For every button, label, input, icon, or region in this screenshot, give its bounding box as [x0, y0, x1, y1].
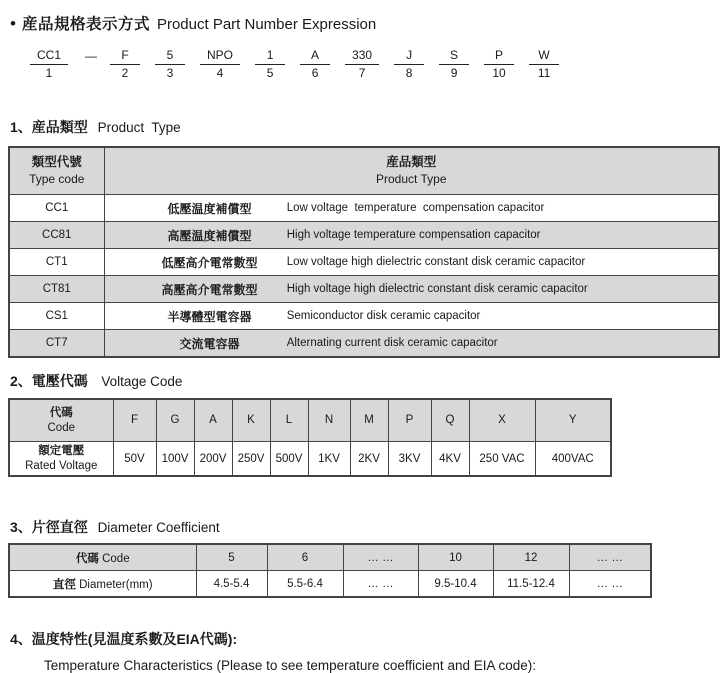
voltage-value: 2KV	[350, 442, 388, 477]
type-name-en: High voltage high dielectric constant disk ceramic capacitor	[286, 283, 588, 295]
table-row	[9, 303, 719, 330]
page-title-zh: 産品規格表示方式	[21, 16, 150, 33]
product-type-header-row	[9, 147, 719, 195]
voltage-value: 100V	[156, 442, 194, 477]
voltage-value: 250V	[232, 442, 270, 477]
diameter-code: … …	[569, 544, 651, 571]
voltage-data-row	[9, 442, 611, 477]
voltage-code: K	[232, 399, 270, 442]
type-name-zh: 半導體型電容器	[167, 309, 252, 324]
section2-heading-en: Voltage Code	[97, 374, 183, 389]
voltage-code: M	[350, 399, 388, 442]
type-code-header-zh: 類型代號	[31, 155, 82, 170]
rated-voltage-label	[9, 442, 113, 477]
section3-heading-zh: 3、片徑直徑	[10, 519, 88, 535]
part-position: 9	[450, 66, 458, 80]
diameter-value-label-zh: 直徑	[52, 578, 76, 591]
part-number-segment	[255, 48, 285, 81]
part-position: 11	[537, 66, 551, 80]
part-number-segment	[529, 48, 559, 81]
diameter-code: 10	[418, 544, 493, 571]
voltage-value: 500V	[270, 442, 308, 477]
voltage-code: L	[270, 399, 308, 442]
diameter-table	[8, 543, 652, 598]
voltage-value: 250 VAC	[469, 442, 535, 477]
type-name-en: Alternating current disk ceramic capacitor	[286, 337, 498, 349]
temperature-characteristics-line: Temperature Characteristics (Please to see temperature coefficient and EIA code):	[44, 658, 536, 673]
voltage-header-row	[9, 399, 611, 442]
section4-heading	[10, 629, 723, 649]
product-type-header-en: Product Type	[376, 172, 447, 187]
part-code: CC1	[30, 48, 68, 65]
voltage-code-table	[8, 398, 612, 477]
section3-heading	[10, 517, 723, 537]
type-name-zh: 高壓高介電常數型	[161, 282, 258, 297]
part-position: 3	[166, 66, 174, 80]
part-code: J	[394, 48, 424, 65]
diameter-value: … …	[343, 571, 418, 598]
part-number-segment	[30, 48, 68, 81]
type-desc-cell	[104, 330, 719, 358]
diameter-value: 5.5-6.4	[267, 571, 343, 598]
voltage-code-label-zh: 代碼	[49, 406, 73, 419]
type-code-header-en: Type code	[29, 172, 85, 187]
part-position: 7	[358, 66, 366, 80]
voltage-code: X	[469, 399, 535, 442]
type-desc-cell	[104, 249, 719, 276]
table-row	[9, 330, 719, 358]
type-name-zh: 高壓温度補償型	[167, 228, 252, 243]
type-name-zh: 低壓高介電常數型	[161, 255, 258, 270]
part-code: F	[110, 48, 140, 65]
part-code: NPO	[200, 48, 240, 65]
diameter-code-label-zh: 代碼	[75, 552, 99, 565]
voltage-code: F	[113, 399, 156, 442]
part-number-segment	[155, 48, 185, 81]
type-desc-cell	[104, 195, 719, 222]
voltage-code: Y	[535, 399, 611, 442]
voltage-code: N	[308, 399, 350, 442]
voltage-value: 1KV	[308, 442, 350, 477]
part-position: 6	[311, 66, 319, 80]
voltage-code-label-en: Code	[47, 421, 75, 434]
part-number-segment	[439, 48, 469, 81]
type-code-cell: CS1	[9, 303, 104, 330]
type-code-cell: CT1	[9, 249, 104, 276]
voltage-value: 3KV	[388, 442, 431, 477]
voltage-code: G	[156, 399, 194, 442]
type-code-header	[9, 147, 104, 195]
diameter-code: 5	[196, 544, 267, 571]
part-position: 2	[121, 66, 129, 80]
part-position: 8	[405, 66, 413, 80]
type-name-zh: 交流電容器	[179, 336, 240, 351]
table-row	[9, 195, 719, 222]
page-title	[10, 12, 723, 34]
rated-voltage-label-zh: 額定電壓	[38, 444, 85, 457]
table-row	[9, 276, 719, 303]
product-type-table	[8, 146, 720, 358]
type-desc-cell	[104, 276, 719, 303]
part-code: 330	[345, 48, 379, 65]
section2-heading-zh: 2、電壓代碼	[10, 373, 88, 389]
voltage-value: 400VAC	[535, 442, 611, 477]
diameter-header-row	[9, 544, 651, 571]
voltage-value: 4KV	[431, 442, 469, 477]
type-name-en: Low voltage temperature compensation capacitor	[286, 202, 545, 214]
diameter-value-label-en: Diameter(mm)	[79, 578, 153, 591]
diameter-code-label	[9, 544, 196, 571]
rated-voltage-label-en: Rated Voltage	[25, 459, 98, 472]
part-code: W	[529, 48, 559, 65]
part-code: P	[484, 48, 514, 65]
diameter-code: … …	[343, 544, 418, 571]
part-position: 5	[266, 66, 274, 80]
section1-heading-zh: 1、産品類型	[10, 119, 88, 135]
page-title-en: Product Part Number Expression	[156, 16, 377, 33]
type-name-zh: 低壓温度補償型	[167, 201, 252, 216]
diameter-code-label-en: Code	[102, 552, 130, 565]
part-code: 5	[155, 48, 185, 65]
part-code: A	[300, 48, 330, 65]
part-number-segment	[484, 48, 514, 81]
voltage-code: Q	[431, 399, 469, 442]
diameter-value: … …	[569, 571, 651, 598]
part-number-dash: —	[85, 49, 98, 63]
part-number-segment	[345, 48, 379, 81]
part-number-segment	[394, 48, 424, 81]
part-code: S	[439, 48, 469, 65]
type-name-en: Semiconductor disk ceramic capacitor	[286, 310, 481, 322]
type-code-cell: CC81	[9, 222, 104, 249]
type-code-cell: CT7	[9, 330, 104, 358]
voltage-value: 200V	[194, 442, 232, 477]
type-desc-cell	[104, 303, 719, 330]
section3-heading-en: Diameter Coefficient	[97, 520, 220, 535]
voltage-value: 50V	[113, 442, 156, 477]
product-type-header-zh: 産品類型	[386, 155, 437, 170]
part-position: 10	[492, 66, 506, 80]
part-code: 1	[255, 48, 285, 65]
voltage-code-label	[9, 399, 113, 442]
diameter-value-label	[9, 571, 196, 598]
part-position: 4	[216, 66, 224, 80]
voltage-code: A	[194, 399, 232, 442]
bullet-icon: •	[10, 14, 16, 33]
type-code-cell: CC1	[9, 195, 104, 222]
section4-heading-zh: 4、温度特性(見温度系數及EIA代碼):	[10, 631, 238, 647]
product-type-header	[104, 147, 719, 195]
diameter-value: 11.5-12.4	[493, 571, 569, 598]
type-desc-cell	[104, 222, 719, 249]
type-name-en: High voltage temperature compensation capacitor	[286, 229, 541, 241]
section2-heading	[10, 371, 723, 391]
part-number-expression	[30, 48, 723, 81]
diameter-code: 6	[267, 544, 343, 571]
part-number-segment	[200, 48, 240, 81]
diameter-value: 4.5-5.4	[196, 571, 267, 598]
section1-heading-en: Product Type	[97, 120, 181, 135]
section1-heading	[10, 117, 723, 137]
diameter-value: 9.5-10.4	[418, 571, 493, 598]
part-number-segment	[110, 48, 140, 81]
diameter-code: 12	[493, 544, 569, 571]
table-row	[9, 222, 719, 249]
type-code-cell: CT81	[9, 276, 104, 303]
type-name-en: Low voltage high dielectric constant disk ceramic capacitor	[286, 256, 586, 268]
diameter-data-row	[9, 571, 651, 598]
voltage-code: P	[388, 399, 431, 442]
table-row	[9, 249, 719, 276]
part-number-segment	[300, 48, 330, 81]
part-position: 1	[45, 66, 53, 80]
